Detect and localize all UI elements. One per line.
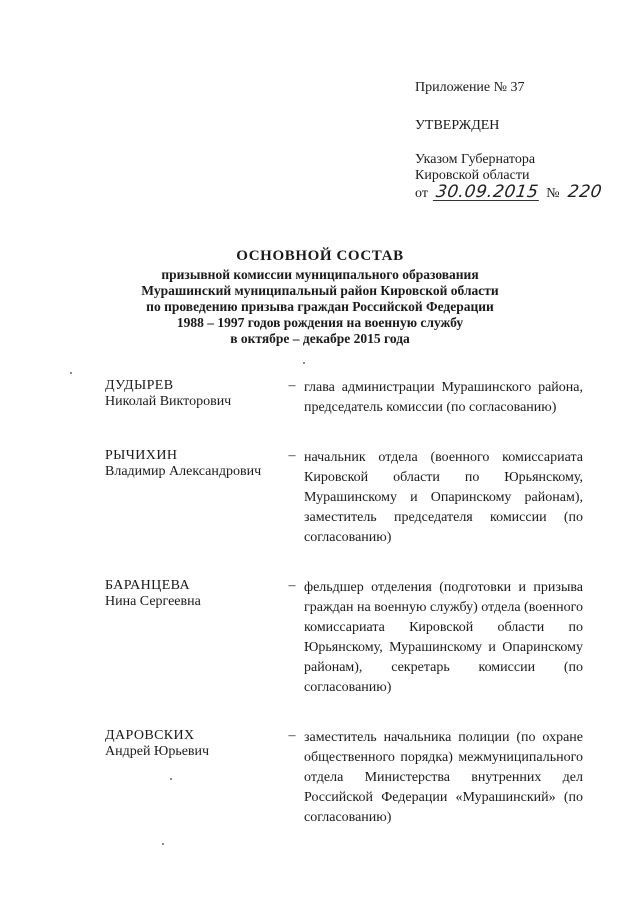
scan-speck: [170, 778, 172, 780]
member-given-names: Андрей Юрьевич: [105, 744, 210, 759]
member-name-block: [105, 378, 280, 410]
member-role: заместитель начальника полиции (по охране общественного порядка) межмуниципального отдела Министерства внутренних дел Российской Федерации «Мурашинский» (по согласованию): [304, 730, 583, 825]
member-dash: –: [288, 378, 296, 393]
member-entry: [105, 448, 583, 548]
member-dash: –: [288, 578, 296, 593]
member-given-names: Владимир Александрович: [105, 464, 262, 479]
document-title: ОСНОВНОЙ СОСТАВ: [236, 248, 404, 264]
member-name-block: [105, 578, 280, 610]
subtitle-line-4: 1988 – 1997 годов рождения на военную службу: [176, 315, 464, 330]
member-name-block: [105, 728, 280, 760]
decree-line-1: Указом Губернатора: [415, 152, 536, 167]
handwritten-date: 30.09.2015: [434, 182, 540, 202]
member-entry: [105, 728, 583, 828]
member-surname: ДАРОВСКИХ: [105, 728, 195, 743]
subtitle-line-1: призывной комиссии муниципального образования: [161, 267, 479, 282]
number-prefix: №: [546, 186, 560, 201]
approval-stamp-text: УТВЕРЖДЕН: [415, 118, 500, 133]
member-dash: –: [288, 448, 296, 463]
subtitle-line-3: по проведению призыва граждан Российской Федерации: [146, 299, 494, 314]
member-surname: РЫЧИХИН: [105, 448, 178, 463]
member-entry: [105, 378, 583, 418]
member-role: фельдшер отделения (подготовки и призыва граждан на военную службу) отдела (военного комиссариата Кировской области по Юрьянскому, Мурашинскому и Опаринскому районам), секретарь комиссии (по согласованию): [304, 580, 583, 695]
member-role: глава администрации Мурашинского района, председатель комиссии (по согласованию): [304, 380, 583, 415]
commission-members-list: [105, 378, 583, 828]
handwritten-number: 220: [566, 182, 603, 202]
scan-speck: [70, 372, 72, 374]
decree-date-line: [415, 184, 615, 202]
subtitle-line-5: в октябре – декабре 2015 года: [230, 331, 410, 346]
approval-block: [415, 80, 615, 202]
member-role: начальник отдела (военного комиссариата Кировской области по Юрьянскому, Мурашинскому и Опаринскому районам), заместитель председателя комиссии (по согласованию): [304, 450, 583, 545]
appendix-number: Приложение № 37: [415, 80, 525, 95]
subtitle-line-2: Мурашинский муниципальный район Кировской области: [141, 283, 499, 298]
decree-line-2: Кировской области: [415, 168, 530, 183]
member-dash: –: [288, 728, 296, 743]
member-name-block: [105, 448, 280, 480]
scan-speck: [303, 362, 305, 364]
member-entry: [105, 578, 583, 698]
member-given-names: Нина Сергеевна: [105, 594, 201, 609]
member-surname: БАРАНЦЕВА: [105, 578, 191, 593]
member-given-names: Николай Викторович: [105, 394, 232, 409]
date-prefix: от: [415, 186, 428, 201]
document-title-block: [100, 248, 540, 347]
scan-speck: [162, 843, 164, 845]
member-surname: ДУДЫРЕВ: [105, 378, 174, 393]
